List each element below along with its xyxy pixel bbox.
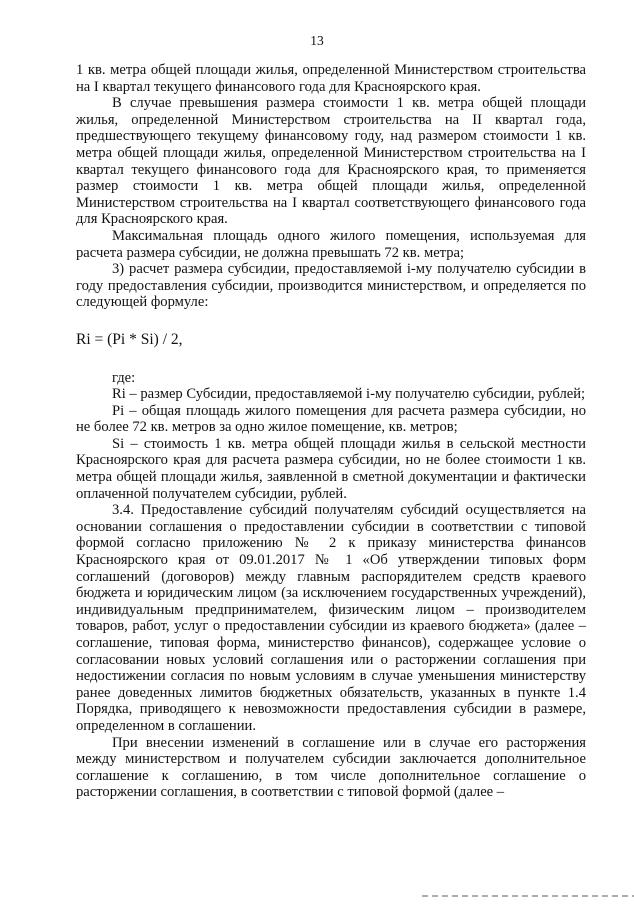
scan-edge-line xyxy=(422,895,634,897)
paragraph-section-3-4: 3.4. Предоставление субсидий получателям субсидий осуществляется на основании соглашения о предоставлении субсидии в соответствии с типовой формой согласно приложению № 2 к приказу министерства финансов Красноярского края от 09.01.2017 № 1 «Об утверждении типовых форм соглашений (договоров) между главным распорядителем средств краевого бюджета и юридическим лицом (за исключением государственных учреждений), индивидуальным предпринимателем, физическим лицом – производителем товаров, работ, услуг о предоставлении субсидии из краевого бюджета» (далее – соглашение, типовая форма, министерство финансов), содержащее условие о согласовании новых условий соглашения или о расторжении соглашения при недостижении согласия по новым условиям в случае уменьшения министерству ранее доведенных лимитов бюджетных обязательств, указанных в пункте 1.4 Порядка, приводящего к невозможности предоставления субсидии в размере, определенном в соглашении. xyxy=(76,502,586,734)
where-label: где: xyxy=(112,369,136,386)
definition-pi: Pi – общая площадь жилого помещения для расчета размера субсидии, но не более 72 кв. метров за одно жилое помещение, кв. метров; xyxy=(76,402,586,436)
paragraph-price-exceeding: В случае превышения размера стоимости 1 кв. метра общей площади жилья, определенной Министерством строительства на II квартал года, предшествующего текущему финансовому году, над размером стоимости 1 кв. метра общей площади жилья, определенной Министерством строительства на I квартал текущего финансового года для Красноярского края, то применяется размер стоимости 1 кв. метра общей площади жилья, определенной Министерством строительства на I квартал соответствующего финансового года для Красноярского края. xyxy=(76,95,586,228)
paragraph-calculation-rule: 3) расчет размера субсидии, предоставляемой i-му получателю субсидии в году предоставления субсидии, производится министерством, и определяется по следующей формуле: xyxy=(76,261,586,311)
definition-ri: Ri – размер Субсидии, предоставляемой i-му получателю субсидии, рублей; xyxy=(112,386,586,403)
paragraph-max-area: Максимальная площадь одного жилого помещения, используемая для расчета размера субсидии, не должна превышать 72 кв. метра; xyxy=(76,227,586,261)
page-number: 13 xyxy=(310,33,324,48)
paragraph-agreement-changes: При внесении изменений в соглашение или в случае его расторжения между министерством и получателем субсидии заключается дополнительное соглашение к соглашению, в том числе дополнительное соглашение о расторжении соглашения, в соответствии с типовой формой (далее – xyxy=(76,734,586,801)
formula: Ri = (Pi * Si) / 2, xyxy=(76,330,183,348)
document-body xyxy=(76,62,586,801)
definition-si: Si – стоимость 1 кв. метра общей площади жилья в сельской местности Красноярского края для расчета размера субсидии, но не более стоимости 1 кв. метра общей площади жилья, заявленной в сметной документации и фактически оплаченной получателем субсидии, рублей. xyxy=(76,435,586,502)
paragraph-continuation: 1 кв. метра общей площади жилья, определенной Министерством строительства на I квартал текущего финансового года для Красноярского края. xyxy=(76,62,586,95)
